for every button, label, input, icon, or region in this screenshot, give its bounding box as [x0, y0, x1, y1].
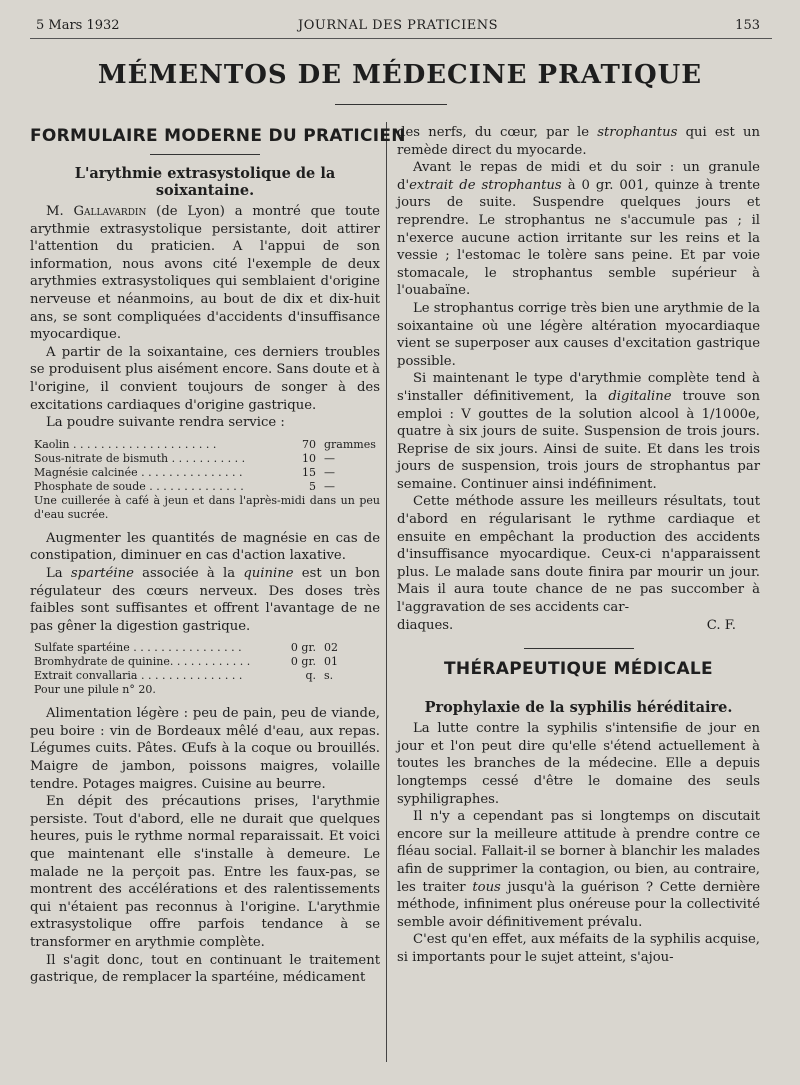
paragraph: Augmenter les quantités de magnésie en cas de constipation, diminuer en cas d'action laxative.: [30, 530, 380, 564]
prescription-row: Phosphate de soude . . . . . . . . . . . . . . 5 —: [34, 479, 335, 493]
left-column: [30, 124, 406, 987]
paragraph: A partir de la soixantaine, ces derniers troubles se produisent plus aisément encore. Sans doute et à l'origine, il convient toujours de songer à des excitations cardiaques d'origine gastrique.: [30, 344, 381, 413]
article-title-syphilis: Prophylaxie de la syphilis héréditaire.: [424, 699, 733, 717]
paragraph: Le strophantus corrige très bien une arythmie de la soixantaine où une légère altération myocardiaque vient se superposer aux causes d'excitation gastrique possible.: [397, 300, 760, 369]
prescription-powder: [34, 438, 380, 522]
signature-line: diaques. C. F.: [397, 617, 760, 635]
signature: C. F.: [706, 617, 736, 633]
paragraph: Il n'y a cependant pas si longtemps on discutait encore sur la meilleure attitude à prendre contre ce fléau social. Fallait-il se borner à blanchir les malades afin de supprimer la contagion, ou bien, au contraire, les traiter tous jusqu'à la guérison ? Cette dernière méthode, infiniment plus onéreuse pour la collectivité semble avoir définitivement prévalu.: [397, 809, 760, 930]
section-title-formulaire: FORMULAIRE MODERNE DU PRATICIEN: [30, 126, 406, 146]
prescription-row: Magnésie calcinée . . . . . . . . . . . . . . . 15 —: [34, 465, 335, 479]
section-rule: [524, 648, 634, 649]
page-number: 153: [735, 18, 760, 33]
header-date: 5 Mars 1932: [36, 18, 120, 33]
paragraph: La poudre suivante rendra service :: [46, 415, 285, 431]
header-journal-title: JOURNAL DES PRATICIENS: [298, 18, 498, 33]
paragraph: Cette méthode assure les meilleurs résultats, tout d'abord en régularisant le rythme cardiaque et ensuite en empêchant la production des accidents d'insuffisance myocardique. Ceux-ci n'apparaissent plus. Le malade sans doute finira par mourir un jour. Mais il aura toute chance de ne pas succomber à l'aggravation de ses accidents car-: [397, 494, 760, 616]
running-header: [36, 18, 760, 38]
prescription-pills: [34, 641, 380, 697]
prescription-note: Une cuillerée à café à jeun et dans l'après-midi dans un peu d'eau sucrée.: [34, 493, 380, 521]
paragraph: Alimentation légère : peu de pain, peu de viande, peu boire : vin de Bordeaux mêlé d'eau, aux repas. Légumes cuits. Pâtes. Œufs à la coque ou brouillés. Maigre de jambon, poissons maigres, volaille tendre. Potages maigres. Cuisine au beurre.: [30, 706, 380, 792]
title-rule: [335, 104, 447, 105]
page-title: MÉMENTOS DE MÉDECINE PRATIQUE: [97, 60, 703, 90]
column-divider: [386, 122, 387, 1062]
prescription-row: Extrait convallaria . . . . . . . . . . . . . . . q. s.: [34, 669, 334, 683]
author-name: M. Gallavardin: [46, 204, 147, 219]
paragraph: La lutte contre la syphilis s'intensifie de jour en jour et l'on peut dire qu'elle s'étend actuellement à toutes les branches de la médecine. Elle a depuis longtemps cessé d'être le domaine des seuls syphiligraphes.: [397, 721, 760, 807]
prescription-row: Sous-nitrate de bismuth . . . . . . . . . . . 10 —: [34, 451, 335, 465]
prescription-row: Kaolin . . . . . . . . . . . . . . . . . . . . . 70 grammes: [34, 437, 376, 451]
paragraph: En dépit des précautions prises, l'arythmie persiste. Tout d'abord, elle ne durait que quelques heures, puis le rythme normal reparaissait. Et voici que maintenant elle s'installe à demeure. Le malade ne la perçoit pas. Entre les faux-pas, se montrent des accélérations et des ralentissements qui n'étaient pas reconnus à l'origine. L'arythmie extrasystolique offre parfois tendance à se transformer en arythmie complète.: [30, 794, 380, 950]
section-rule: [150, 154, 260, 155]
article-title-arythmie: L'arythmie extrasystolique de la soixantaine.: [74, 165, 336, 199]
paragraph: M. Gallavardin (de Lyon) a montré que toute arythmie extrasystolique persistante, doit attirer l'attention du praticien. A l'appui de son information, nous avons cité l'exemple de deux arythmies extrasystoliques qui semblaient d'origine nerveuse et néanmoins, au bout de dix et dix-huit ans, se sont compliquées d'accidents d'insuffisance myocardique.: [30, 204, 380, 343]
paragraph: Si maintenant le type d'arythmie complète tend à s'installer définitivement, la digitaline trouve son emploi : V gouttes de la solution alcool à 1/1000e, quatre à six jours de suite. Suspension de trois jours. Reprise de six jours. Ainsi de suite. Et dans les trois jours de suspension, trois jours de strophantus par semaine. Continuer ainsi indéfiniment.: [397, 371, 760, 492]
right-column: [397, 124, 760, 967]
prescription-row: Sulfate spartéine . . . . . . . . . . . . . . . . 0 gr. 02: [34, 641, 338, 655]
prescription-row: Bromhydrate de quinine. . . . . . . . . . . . 0 gr. 01: [34, 655, 338, 669]
header-rule: [30, 38, 772, 39]
paragraph: Il s'agit donc, tout en continuant le traitement gastrique, de remplacer la spartéine, médicament: [30, 952, 380, 986]
paragraph: Avant le repas de midi et du soir : un granule d'extrait de strophantus à 0 gr. 001, quinze à trente jours de suite. Suspendre quelques jours et reprendre. Le strophantus ne s'accumule pas ; il n'exerce aucune action irritante sur les reins et la vessie ; l'estomac le tolère sans peine. Et par voie stomacale, le strophantus semble supérieur à l'ouabaïne.: [397, 160, 760, 299]
paragraph: La spartéine associée à la quinine est un bon régulateur des cœurs nerveux. Des doses très faibles sont suffisantes et offrent l'avantage de ne pas gêner la digestion gastrique.: [30, 565, 381, 634]
prescription-note: Pour une pilule n° 20.: [34, 683, 156, 697]
paragraph: C'est qu'en effet, aux méfaits de la syphilis acquise, si importants pour le sujet atteint, s'ajou-: [397, 932, 760, 965]
section-title-therapeutique: THÉRAPEUTIQUE MÉDICALE: [444, 659, 713, 680]
paragraph: des nerfs, du cœur, par le strophantus qui est un remède direct du myocarde.: [397, 125, 760, 158]
